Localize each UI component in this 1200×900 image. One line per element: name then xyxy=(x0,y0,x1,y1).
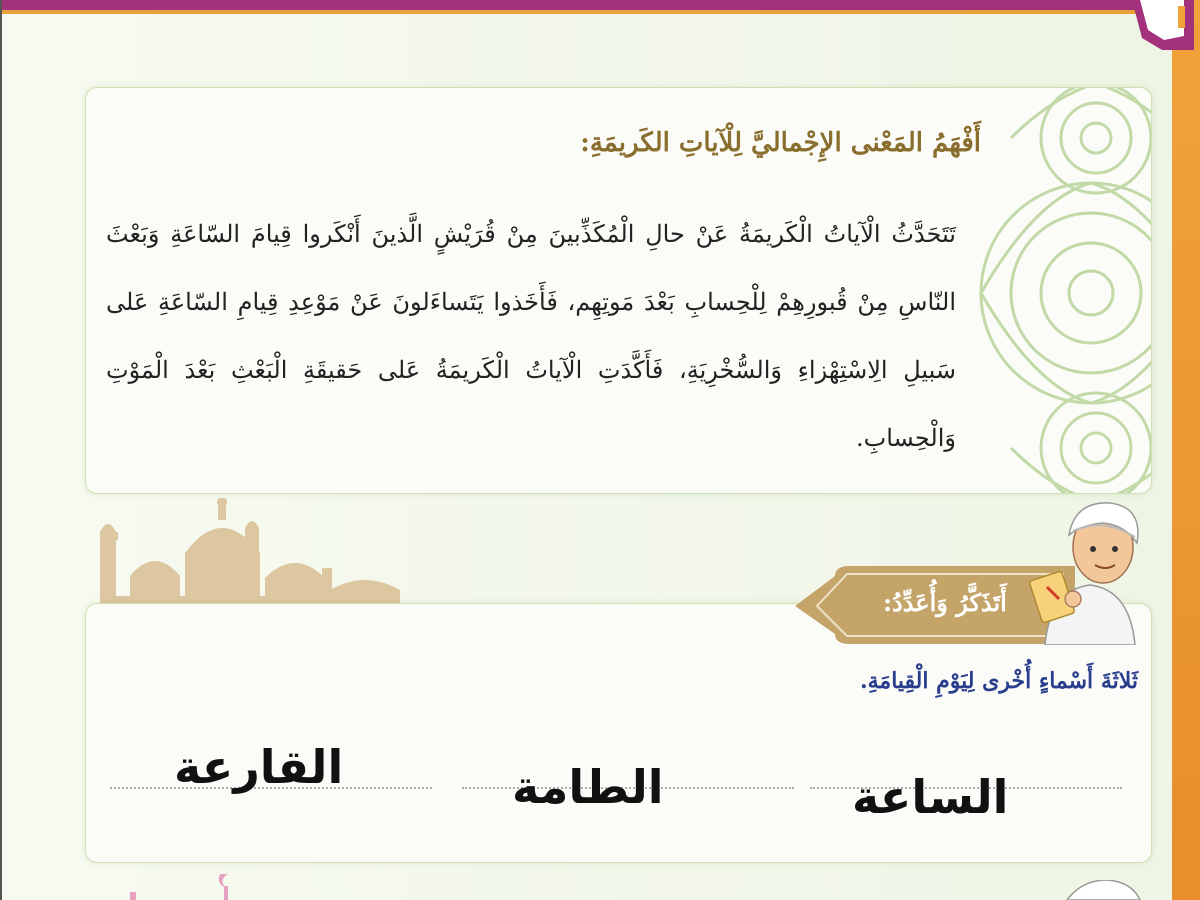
mosque-silhouette-icon xyxy=(100,498,400,606)
student-avatar-icon xyxy=(1025,495,1155,645)
section-title: أَفْهَمُ المَعْنى الإِجْماليَّ لِلْآياتِ الكَريمَةِ: xyxy=(580,128,981,158)
top-color-bar xyxy=(0,0,1140,14)
answer-1: الساعة xyxy=(852,770,1009,824)
answer-2: الطامة xyxy=(512,760,664,814)
lesson-paragraph: تَتَحَدَّثُ الْآياتُ الْكَريمَةُ عَنْ حالِ الْمُكَذِّبينَ مِنْ قُرَيْشٍ الَّذينَ أَنْكَروا قِيامَ السّاعَةِ وَبَعْثَ النّاسِ مِنْ قُبورِهِمْ لِلْحِسابِ بَعْدَ مَوتِهِم، فَأَخَذوا يَتَساءَلونَ عَنْ مَوْعِدِ قِيامِ السّاعَةِ عَلى سَبيلِ الِاسْتِهْزاءِ وَالسُّخْرِيَةِ، فَأَكَّدَتِ الْآياتُ الْكَريمَةُ عَلى حَقيقَةِ الْبَعْثِ بَعْدَ الْمَوْتِ وَالْحِسابِ. xyxy=(106,220,956,452)
bottom-decoration-icon xyxy=(110,868,270,900)
corner-tab-icon xyxy=(1122,0,1194,50)
page-left-edge xyxy=(0,0,2,900)
exercise-question: ثَلاثَةَ أَسْماءٍ أُخْرى لِيَوْمِ الْقِيامَةِ. xyxy=(859,668,1138,694)
answer-3: القارعة xyxy=(174,740,344,794)
lesson-card xyxy=(85,87,1152,494)
right-orange-strip xyxy=(1172,0,1200,900)
remember-tab-label: أَتَذَكَّرُ وَأُعَدِّدُ: xyxy=(883,588,1007,617)
student-avatar-partial-icon xyxy=(1062,880,1142,900)
